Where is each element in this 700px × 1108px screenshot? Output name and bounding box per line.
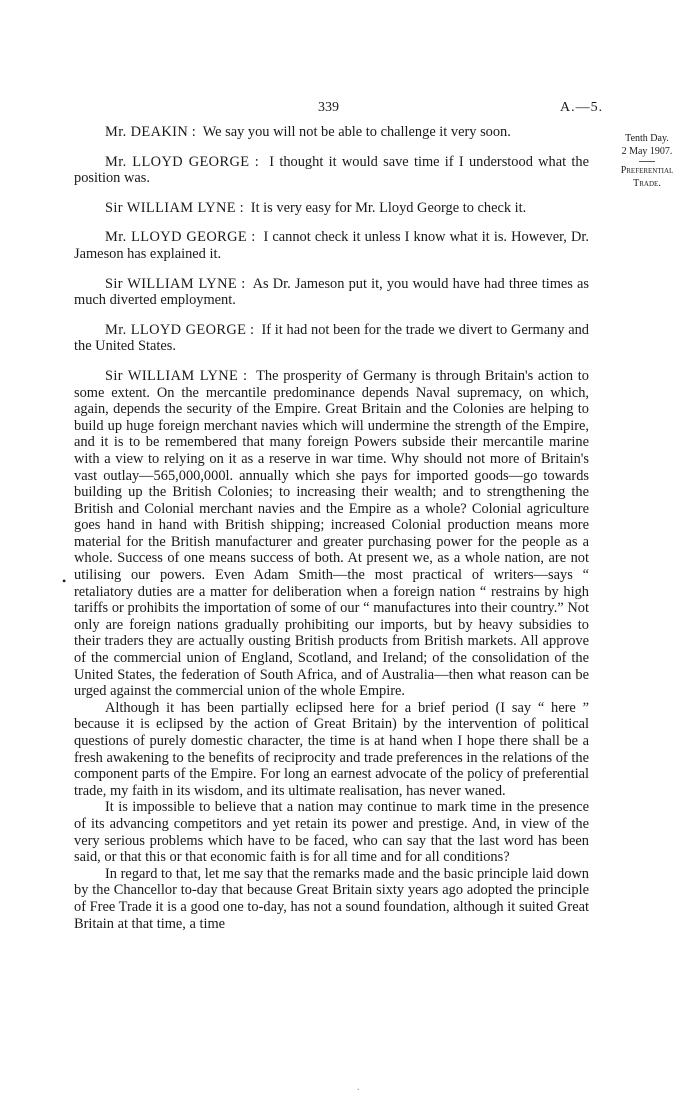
side-tick-mark: • [62, 574, 67, 588]
lyne-speech-paragraph: Although it has been partially eclipsed here for a brief period (I say “ here ” because it is eclipsed by the action of Great Britain) by the intervention of political questions of purely domestic character, the time is at hand when I hope there shall be a fresh awakening to the benefits of reciprocity and trade preferences in the relations of the component parts of the Empire. For long an earnest advocate of the policy of preferential trade, my faith in its wisdom, and its ultimate realisation, has never waned. [74, 699, 589, 799]
lyne-speech-paragraph: Sir WILLIAM LYNE : The prosperity of Germany is through Britain's action to some extent. On the mercantile predominance depends Naval supremacy, on which, again, depends the security of the Empire. Great Britain and the Colonies are helping to build up huge foreign merchant navies which will undermine the strength of the Empire, and it is to be remembered that many foreign Powers subside their mercantile marine with a view to relying on it as a reserve in war time. Why should not more of Britain's vast outlay—565,000,000l. annually which she pays for imported goods—go towards building up the British Colonies; to increasing their wealth; and to strengthening the British and Colonial merchant navies and the Empire as a whole? Colonial agriculture goes hand in hand with British shipping; increased Colonial production means more material for the British manufacturer and greater purchasing power for the people as a whole. Success of one means success of both. At present we, as a whole nation, are not utilising our powers. Even Adam Smith—the most practical of writers—says “ retaliatory duties are a matter for deliberation when a foreign nation “ restrains by high tariffs or prohibits the importation of some of our “ manufactures into their country.” Not only are foreign nations gradually prohibiting our imports, but by heavy subsidies to their traders they are actually ousting British products from British markets. All approve of the commercial union of England, Scotland, and Ireland; of the consolidation of the United States, the federation of South Africa, and of Australia—then what reason can be urged against the commercial union of the whole Empire. [74, 367, 589, 700]
speech-text: I thought it would save time if I understood what the position was. [74, 153, 589, 187]
margin-note [602, 132, 692, 190]
speech-text: I cannot check it unless I know what it is. However, Dr. Jameson has explained it. [74, 229, 589, 262]
speaker-name: Sir WILLIAM LYNE [105, 367, 239, 384]
page-number: 339 [318, 100, 339, 115]
speaker-name: Mr. DEAKIN [105, 124, 189, 140]
speech-text: As Dr. Jameson put it, you would have had three times as much diverted employment. [74, 275, 590, 309]
margin-topic-line2: Trade. [633, 178, 661, 189]
margin-date: 2 May 1907. [621, 146, 673, 157]
speech-text: If it had not been for the trade we divert to Germany and the United States. [74, 321, 589, 355]
exchange-paragraph: Mr. DEAKIN : We say you will not be able to challenge it very soon. [105, 124, 511, 140]
lyne-speech-paragraph: It is impossible to believe that a nation may continue to mark time in the presence of its advancing competitors and yet retain its power and prestige. And, in view of the very serious problems which have to be faced, who can say that the last word has been said, or that this or that economic faith is for all time and for all conditions? [74, 799, 589, 866]
exchange-paragraph: Mr. LLOYD GEORGE : I cannot check it unless I know what it is. However, Dr. Jameson has explained it. [74, 229, 589, 262]
speech-text: The prosperity of Germany is through Britain's action to some extent. On the mercantile predominance depends Naval supremacy, on which, again, depends the security of the Empire. Great Britain and the Colonies are helping to build up huge foreign merchant navies which will undermine the strength of the Empire, and it is to be remembered that many foreign Powers subside their mercantile marine with a view to relying on it as a reserve in war time. Why should not more of Britain's vast outlay—565,000,000l. annually which she pays for imported goods—go towards building up the British Colonies; to increasing their wealth; and to strengthening the British and Colonial merchant navies and the Empire as a whole? Colonial agriculture goes hand in hand with British shipping; increased Colonial production means more material for the British manufacturer and greater purchasing power for the people as a whole. Success of one means success of both. At present we, as a whole nation, are not utilising our powers. Even Adam Smith—the most practical of writers—says “ retaliatory duties are a matter for deliberation when a foreign nation “ restrains by high tariffs or prohibits the importation of some of our “ manufactures into their country.” Not only are foreign nations gradually prohibiting our imports, but by heavy subsidies to their traders they are actually ousting British products from British markets. All approve of the commercial union of England, Scotland, and Ireland; of the consolidation of the United States, the federation of South Africa, and of Australia—then what reason can be urged against the commercial union of the whole Empire. [74, 367, 589, 700]
document-reference: A.—5. [560, 100, 604, 115]
speaker-name: Sir WILLIAM LYNE [105, 199, 236, 216]
lyne-speech-paragraph: In regard to that, let me say that the remarks made and the basic principle laid down by the Chancellor to-day that because Great Britain sixty years ago adopted the principle of Free Trade it is a good one to-day, has not a sound foundation, although it suited Great Britain at that time, a time [74, 865, 589, 932]
margin-rule [639, 161, 655, 162]
speaker-name: Mr. LLOYD GEORGE [105, 153, 250, 170]
speaker-name: Mr. LLOYD GEORGE [105, 321, 247, 338]
footer-mark: . [357, 1082, 360, 1093]
speaker-name: Sir WILLIAM LYNE [105, 275, 238, 292]
speaker-name: Mr. LLOYD GEORGE [105, 229, 248, 246]
speech-text: We say you will not be able to challenge it very soon. [202, 124, 511, 140]
speech-text: It is very easy for Mr. Lloyd George to check it. [250, 199, 527, 216]
margin-day: Tenth Day. [625, 133, 669, 144]
exchange-paragraph: Mr. LLOYD GEORGE : If it had not been for the trade we divert to Germany and the United States. [74, 321, 589, 355]
exchange-paragraph: Sir WILLIAM LYNE : It is very easy for Mr. Lloyd George to check it. [105, 199, 527, 216]
margin-topic-line1: Preferential [620, 165, 674, 176]
exchange-paragraph: Sir WILLIAM LYNE : As Dr. Jameson put it, you would have had three times as much diverted employment. [74, 275, 590, 309]
transcript-body [74, 124, 589, 932]
exchange-paragraph: Mr. LLOYD GEORGE : I thought it would save time if I understood what the position was. [74, 153, 589, 187]
